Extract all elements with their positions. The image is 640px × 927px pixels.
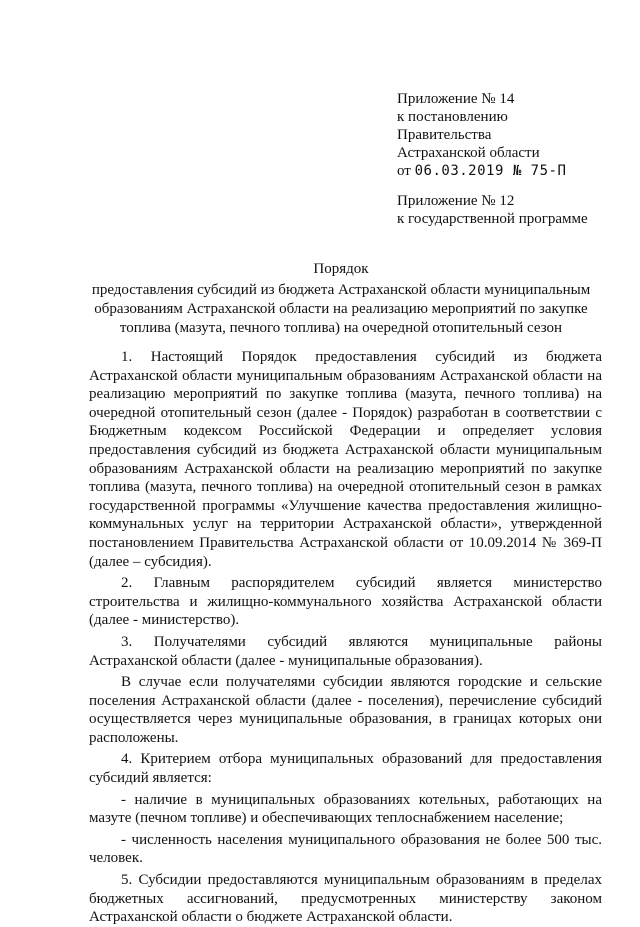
annex-14-block [397,90,566,180]
document-body [89,348,602,927]
annex-12-block [397,192,588,228]
annex-12-line-2: к государственной программе [397,211,588,227]
document-heading: Порядок [313,261,369,277]
annex-14-line-4: Астраханской области [397,145,540,161]
annex-12-line-1: Приложение № 12 [397,193,515,209]
annex-14-line-1: Приложение № 14 [397,91,515,107]
paragraph-4-criterion-2: - численность населения муниципального образования не более 500 тыс. человек. [89,831,602,867]
date-stamp: 06.03.2019 № 75-П [414,163,567,179]
annex-14-date-line [397,162,566,180]
paragraph-3: 3. Получателями субсидий являются муниципальные районы Астраханской области (далее - муниципальные образования). [89,633,602,669]
paragraph-4-criterion-1: - наличие в муниципальных образованиях котельных, работающих на мазуте (печном топливе) и обеспечивающих теплоснабжением население; [89,791,602,827]
date-prefix: от [397,163,411,179]
document-title-block [80,260,602,338]
annex-14-line-3: Правительства [397,127,492,143]
annex-14-line-2: к постановлению [397,109,508,125]
paragraph-2: 2. Главным распорядителем субсидий является министерство строительства и жилищно-коммунального хозяйства Астраханской области (далее - министерство). [89,575,602,629]
document-subtitle: предоставления субсидий из бюджета Астраханской области муниципальным образованиям Астраханской области на реализацию мероприятий по закупке топлива (мазута, печного топлива) на очередной отопительный сезон [91,282,591,336]
paragraph-3-note: В случае если получателями субсидии являются городские и сельские поселения Астраханской области (далее - поселения), перечисление субсидий осуществляется через муниципальные образования, в границах которых они расположены. [89,674,602,746]
paragraph-4: 4. Критерием отбора муниципальных образований для предоставления субсидий является: [89,751,602,787]
paragraph-5: 5. Субсидии предоставляются муниципальным образованиям в пределах бюджетных ассигнований, предусмотренных министерству законом Астраханской области о бюджете Астраханской области. [89,872,602,926]
paragraph-1: 1. Настоящий Порядок предоставления субсидий из бюджета Астраханской области муниципальным образованиям Астраханской области на реализацию мероприятий по закупке топлива (мазута, печного топлива) на очередной отопительный сезон (далее - Порядок) разработан в соответствии с Бюджетным кодексом Российской Федерации и определяет условия предоставления субсидий из бюджета Астраханской области муниципальным образованиям Астраханской области на реализацию мероприятий по закупке топлива (мазута, печного топлива) на очередной отопительный сезон в рамках государственной программы «Улучшение качества предоставления жилищно-коммунальных услуг на территории Астраханской области», утвержденной постановлением Правительства Астраханской области от 10.09.2014 № 369-П (далее – субсидия). [89,349,602,570]
